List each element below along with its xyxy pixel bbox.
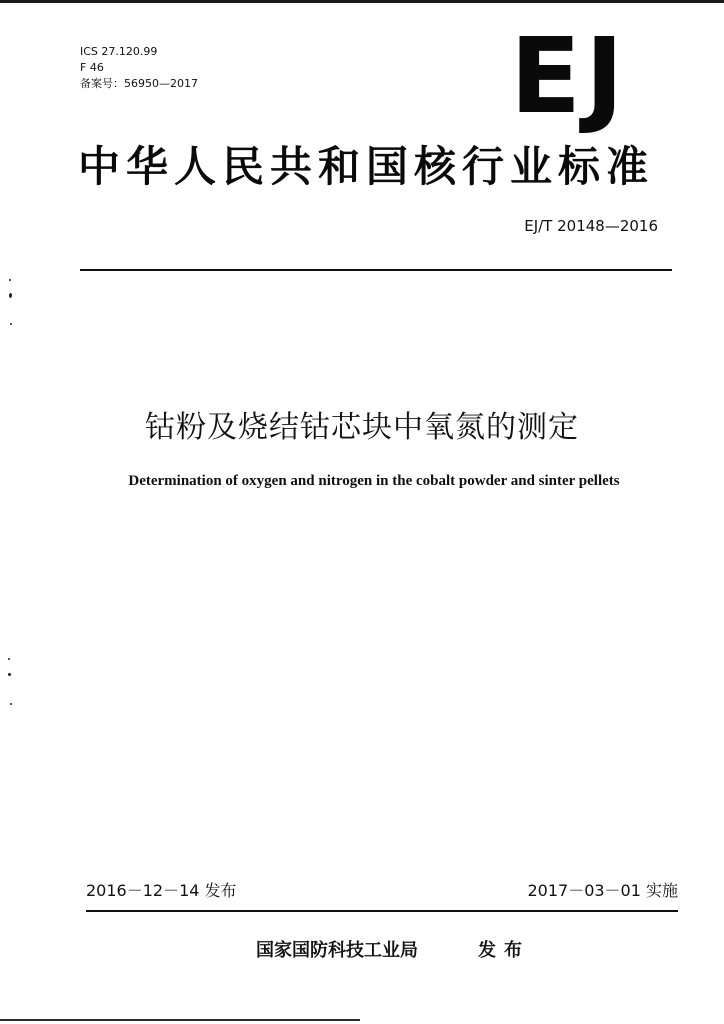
scan-speck [8, 673, 11, 676]
implementation-date: 2017－03－01 实施 [527, 881, 678, 900]
ej-logo: EJ [510, 15, 628, 137]
scan-speck [9, 293, 12, 298]
scan-speck [10, 703, 12, 705]
document-title-chinese: 钴粉及烧结钴芯块中氧氮的测定 [145, 410, 579, 445]
issuing-action: 发布 [478, 940, 530, 961]
ccs-code: F 46 [80, 61, 104, 74]
standard-category-title: 中华人民共和国核行业标准 [78, 142, 655, 191]
filing-number: 备案号：56950—2017 [80, 77, 198, 90]
header-divider [80, 269, 672, 271]
scan-speck [9, 279, 11, 281]
classification-block [80, 44, 198, 92]
top-border-line [0, 0, 724, 3]
footer-divider [86, 910, 678, 912]
document-title-english: Determination of oxygen and nitrogen in the cobalt powder and sinter pellets [128, 473, 620, 489]
scan-speck [10, 323, 12, 325]
scan-speck [8, 658, 10, 660]
issue-date: 2016－12－14 发布 [86, 881, 237, 900]
bottom-border-line [0, 1019, 360, 1021]
ics-code: ICS 27.120.99 [80, 45, 158, 58]
standard-number: EJ/T 20148—2016 [524, 217, 658, 235]
issuing-authority: 国家国防科技工业局 [256, 940, 418, 961]
